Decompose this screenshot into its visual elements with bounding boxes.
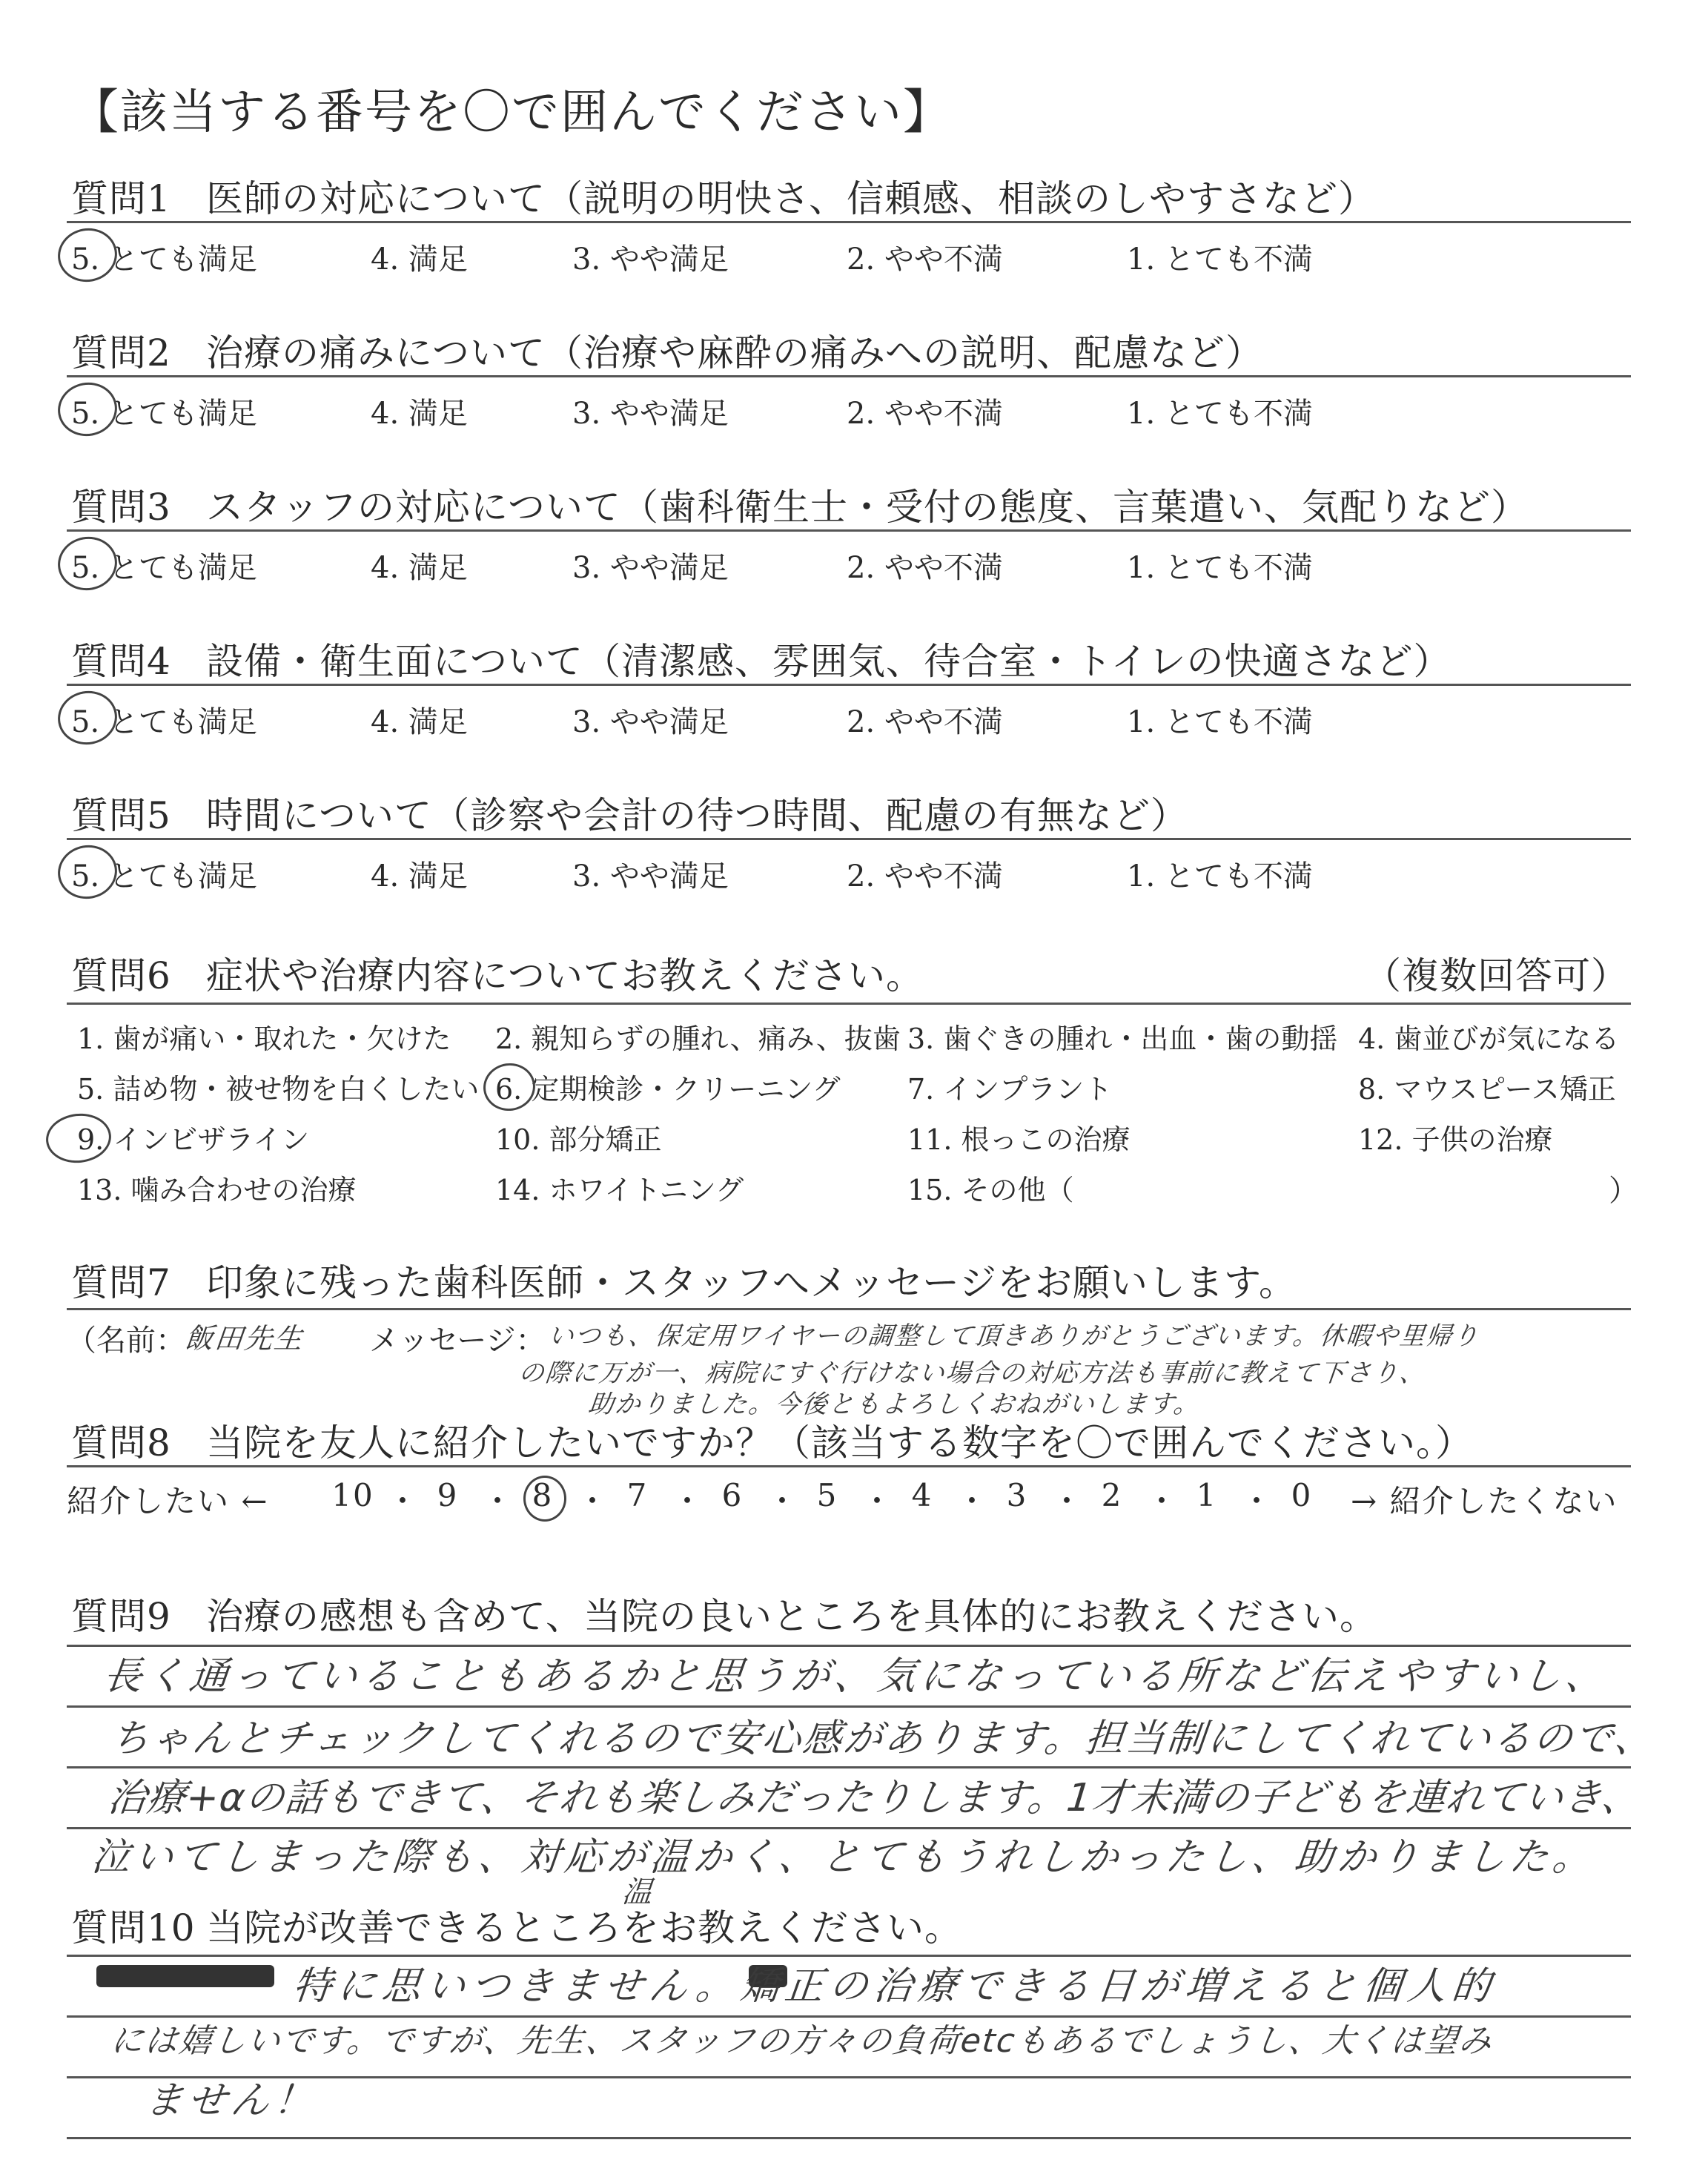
q8-scale-separator: ・: [482, 1483, 515, 1519]
q4-option-1: 1. とても不満: [1127, 705, 1313, 739]
q4-underline: [67, 684, 1631, 686]
q7-label: 質問7: [71, 1261, 171, 1304]
q7-underline: [67, 1308, 1631, 1310]
q7-message-line-3: 助かりました。今後ともよろしくおねがいします。: [586, 1390, 1202, 1419]
q10-answer-line-1: 特に思いつきません。矯正の治療できる日が増えると個人的: [291, 1964, 1499, 2009]
q1-text: 医師の対応について（説明の明快さ、信頼感、相談のしやすさなど）: [206, 177, 1376, 220]
q8-scale-separator: ・: [1146, 1483, 1179, 1519]
q8-scale-4: 4: [911, 1477, 933, 1513]
q7-name-value: 飯田先生: [183, 1322, 305, 1355]
q2-option-4: 4. 満足: [371, 397, 468, 431]
q8-left-label: 紹介したい ←: [67, 1483, 269, 1519]
q6-option-15: 15. その他（: [907, 1174, 1074, 1206]
q9-answer-line-4: 泣いてしまった際も、対応が温かく、とてもうれしかったし、助かりました。: [89, 1835, 1598, 1880]
q2-option-3: 3. やや満足: [572, 397, 729, 431]
q3-text: スタッフの対応について（歯科衛生士・受付の態度、言葉遣い、気配りなど）: [206, 486, 1529, 529]
q8-scale-separator: ・: [956, 1483, 990, 1519]
q5-underline: [67, 838, 1631, 840]
q6-label: 質問6: [71, 954, 171, 997]
q8-underline: [67, 1465, 1631, 1467]
q8-text: 当院を友人に紹介したいですか？（該当する数字を〇で囲んでください。）: [206, 1421, 1473, 1464]
q6-note: （複数回答可）: [1364, 954, 1629, 997]
q6-option-11: 11. 根っこの治療: [907, 1123, 1131, 1156]
q5-option-2: 2. やや不満: [847, 859, 1003, 894]
q1-option-1: 1. とても不満: [1127, 242, 1313, 277]
q7-message-line-2: の際に万が一、病院にすぐ行けない場合の対応方法も事前に教えて下さり、: [517, 1358, 1428, 1388]
q10-answer-line-2: には嬉しいです。ですが、先生、スタッフの方々の負荷etcもあるでしょうし、大くは望み: [108, 2022, 1495, 2060]
q10-label: 質問10: [71, 1906, 196, 1949]
q1-label: 質問1: [71, 177, 171, 220]
q2-underline: [67, 375, 1631, 377]
q7-message-label: メッセージ：: [369, 1324, 546, 1358]
page-title: 【該当する番号を〇で囲んでください】: [71, 85, 952, 140]
q8-scale-separator: ・: [577, 1483, 610, 1519]
q3-option-2: 2. やや不満: [847, 551, 1003, 585]
q1-option-3: 3. やや満足: [572, 242, 729, 277]
q2-option-1: 1. とても不満: [1127, 397, 1313, 431]
q4-option-2: 2. やや不満: [847, 705, 1003, 739]
q6-option-6: 6. 定期検診・クリーニング: [495, 1073, 841, 1106]
q6-option-10: 10. 部分矯正: [495, 1123, 662, 1156]
q4-option-4: 4. 満足: [371, 705, 468, 739]
q6-option-4: 4. 歯並びが気になる: [1358, 1023, 1620, 1055]
q6-option-1: 1. 歯が痛い・取れた・欠けた: [77, 1023, 451, 1055]
q6-text: 症状や治療内容についてお教えください。: [206, 954, 924, 997]
q9-answer-line-2: ちゃんとチェックしてくれるので安心感があります。担当制にしてくれているので、: [108, 1717, 1658, 1761]
q6-option-13: 13. 噛み合わせの治療: [77, 1174, 357, 1206]
q8-selection-circle: [523, 1476, 566, 1522]
q6-option-14: 14. ホワイトニング: [495, 1174, 744, 1206]
q2-label: 質問2: [71, 331, 171, 374]
q6-option-8: 8. マウスピース矯正: [1358, 1073, 1616, 1106]
q4-option-5: 5. とても満足: [71, 705, 257, 739]
q6-underline: [67, 1003, 1631, 1005]
q8-scale-1: 1: [1196, 1477, 1218, 1513]
q6-option-9: 9. インビザライン: [77, 1123, 310, 1156]
q8-scale-8: 8: [532, 1477, 554, 1513]
q8-scale-9: 9: [437, 1477, 459, 1513]
q9-label: 質問9: [71, 1595, 171, 1638]
q3-underline: [67, 529, 1631, 532]
q4-label: 質問4: [71, 640, 171, 683]
q9-answer-line-3: 治療+αの話もできて、それも楽しみだったりします。1才未満の子どもを連れていき、: [105, 1776, 1644, 1820]
q3-option-1: 1. とても不満: [1127, 551, 1313, 585]
q2-option-2: 2. やや不満: [847, 397, 1003, 431]
q3-option-4: 4. 満足: [371, 551, 468, 585]
q7-text: 印象に残った歯科医師・スタッフへメッセージをお願いします。: [206, 1261, 1297, 1304]
q5-label: 質問5: [71, 794, 171, 837]
q8-scale-10: 10: [331, 1477, 374, 1513]
q1-option-4: 4. 満足: [371, 242, 468, 277]
q8-right-label: → 紹介したくない: [1351, 1483, 1618, 1519]
q3-label: 質問3: [71, 486, 171, 529]
q7-message-line-1: いつも、保定用ワイヤーの調整して頂きありがとうございます。休暇や里帰り: [546, 1321, 1481, 1351]
q5-option-1: 1. とても不満: [1127, 859, 1313, 894]
q1-option-5: 5. とても満足: [71, 242, 257, 277]
q8-scale-2: 2: [1101, 1477, 1123, 1513]
q3-option-3: 3. やや満足: [572, 551, 729, 585]
q5-option-5: 5. とても満足: [71, 859, 257, 894]
q5-option-3: 3. やや満足: [572, 859, 729, 894]
q6-option-3: 3. 歯ぐきの腫れ・出血・歯の動揺: [907, 1023, 1338, 1055]
q5-text: 時間について（診察や会計の待つ時間、配慮の有無など）: [206, 794, 1188, 837]
q6-option-12: 12. 子供の治療: [1358, 1123, 1553, 1156]
q8-scale-separator: ・: [672, 1483, 705, 1519]
q8-scale-3: 3: [1006, 1477, 1028, 1513]
q10-answer-line-3: ません！: [142, 2078, 320, 2123]
q8-scale-separator: ・: [387, 1483, 420, 1519]
q8-scale-6: 6: [721, 1477, 744, 1513]
q1-option-2: 2. やや不満: [847, 242, 1003, 277]
q2-option-5: 5. とても満足: [71, 397, 257, 431]
q8-scale-0: 0: [1291, 1477, 1313, 1513]
q6-option-5: 5. 詰め物・被せ物を白くしたい: [77, 1073, 480, 1106]
q9-answer-line-1: 長く通っていることもあるかと思うが、気になっている所など伝えやすいし、: [101, 1654, 1611, 1699]
q10-line-4: [67, 2137, 1631, 2139]
q6-closing-paren: ）: [1609, 1174, 1638, 1208]
q8-scale-separator: ・: [1241, 1483, 1274, 1519]
q4-option-3: 3. やや満足: [572, 705, 729, 739]
q10-scribble-out: [96, 1965, 274, 1987]
q9-text: 治療の感想も含めて、当院の良いところを具体的にお教えください。: [206, 1595, 1377, 1638]
q2-text: 治療の痛みについて（治療や麻酔の痛みへの説明、配慮など）: [206, 331, 1263, 374]
q4-text: 設備・衛生面について（清潔感、雰囲気、待合室・トイレの快適さなど）: [206, 640, 1452, 683]
q8-scale-separator: ・: [767, 1483, 800, 1519]
q6-option-2: 2. 親知らずの腫れ、痛み、抜歯: [495, 1023, 901, 1055]
q8-scale-5: 5: [816, 1477, 838, 1513]
q6-option-7: 7. インプラント: [907, 1073, 1113, 1106]
q5-option-4: 4. 満足: [371, 859, 468, 894]
q3-option-5: 5. とても満足: [71, 551, 257, 585]
q8-label: 質問8: [71, 1421, 171, 1464]
q8-scale-7: 7: [626, 1477, 649, 1513]
q1-underline: [67, 221, 1631, 223]
q8-scale-separator: ・: [1051, 1483, 1085, 1519]
q9-correction: 温: [620, 1875, 655, 1909]
q10-text: 当院が改善できるところをお教えください。: [206, 1906, 962, 1949]
q7-name-label: （名前：: [67, 1324, 185, 1358]
q8-scale-separator: ・: [861, 1483, 895, 1519]
